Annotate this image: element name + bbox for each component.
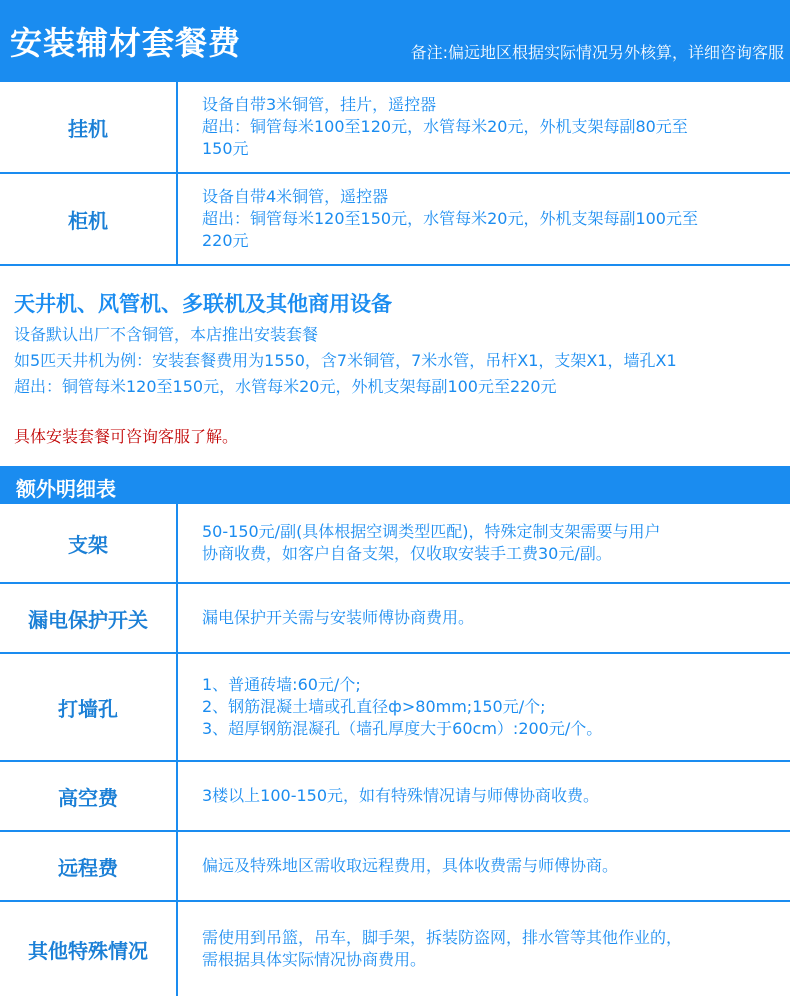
row-text-line: 50-150元/副(具体根据空调类型匹配)，特殊定制支架需要与用户: [202, 522, 661, 541]
row-content: [202, 174, 774, 264]
table-row-cabinet-unit: [0, 174, 790, 266]
extra-table-title: 额外明细表: [16, 477, 116, 501]
row-text-line: 需根据具体实际情况协商费用。: [202, 950, 427, 969]
row-text-line: 超出：铜管每米120至150元，水管每米20元，外机支架每副100元至: [202, 209, 698, 228]
table-row-other-special: [0, 902, 790, 996]
header-banner: [0, 0, 790, 82]
page-title: 安装辅材套餐费: [10, 24, 242, 62]
row-text-line: 2、钢筋混凝土墙或孔直径ф>80mm;150元/个;: [202, 697, 546, 716]
row-text-line: 1、普通砖墙:60元/个;: [202, 675, 361, 694]
row-content: [202, 902, 774, 996]
row-content: [202, 654, 774, 760]
row-text-line: 设备自带4米铜管，遥控器: [202, 187, 389, 206]
row-text-line: 设备自带3米铜管，挂片，遥控器: [202, 95, 437, 114]
row-label: 挂机: [0, 82, 178, 172]
row-text-line: 3、超厚钢筋混凝孔（墙孔厚度大于60cm）:200元/个。: [202, 719, 603, 738]
row-label: 打墙孔: [0, 654, 178, 760]
table-row-high-altitude-fee: [0, 762, 790, 832]
row-label: 漏电保护开关: [0, 584, 178, 652]
row-text-line: 漏电保护开关需与安装师傅协商费用。: [202, 608, 475, 627]
row-text-line: 偏远及特殊地区需收取远程费用，具体收费需与师傅协商。: [202, 856, 619, 875]
table-row-wall-unit: [0, 82, 790, 174]
row-text-line: 协商收费，如客户自备支架，仅收取安装手工费30元/副。: [202, 544, 612, 563]
row-content: [202, 82, 774, 172]
section-text-line: 如5匹天井机为例：安装套餐费用为1550，含7米铜管，7米水管，吊杆X1，支架X1，墙孔X1: [14, 351, 677, 370]
row-label: 柜机: [0, 174, 178, 264]
row-text-line: 超出：铜管每米100至120元，水管每米20元，外机支架每副80元至: [202, 117, 688, 136]
section-text-line: 设备默认出厂不含铜管，本店推出安装套餐: [14, 325, 319, 344]
row-content: [202, 584, 774, 652]
row-text-line: 150元: [202, 139, 249, 158]
row-content: [202, 504, 774, 582]
section-title: 天井机、风管机、多联机及其他商用设备: [14, 292, 392, 316]
extra-table-header: [0, 466, 790, 504]
row-text-line: 需使用到吊篮，吊车，脚手架，拆装防盗网，排水管等其他作业的，: [202, 928, 683, 947]
row-text-line: 220元: [202, 231, 249, 250]
consult-note: 具体安装套餐可咨询客服了解。: [14, 427, 239, 446]
section-text-line: 超出：铜管每米120至150元，水管每米20元，外机支架每副100元至220元: [14, 377, 557, 396]
row-content: [202, 762, 774, 830]
table-row-leakage-switch: [0, 584, 790, 654]
table-row-wall-hole: [0, 654, 790, 762]
row-label: 其他特殊情况: [0, 902, 178, 996]
row-label: 远程费: [0, 832, 178, 900]
row-text-line: 3楼以上100-150元，如有特殊情况请与师傅协商收费。: [202, 786, 600, 805]
row-content: [202, 832, 774, 900]
table-row-remote-fee: [0, 832, 790, 902]
row-label: 支架: [0, 504, 178, 582]
header-note: 备注:偏远地区根据实际情况另外核算，详细咨询客服: [410, 43, 784, 62]
row-label: 高空费: [0, 762, 178, 830]
table-row-bracket: [0, 504, 790, 584]
